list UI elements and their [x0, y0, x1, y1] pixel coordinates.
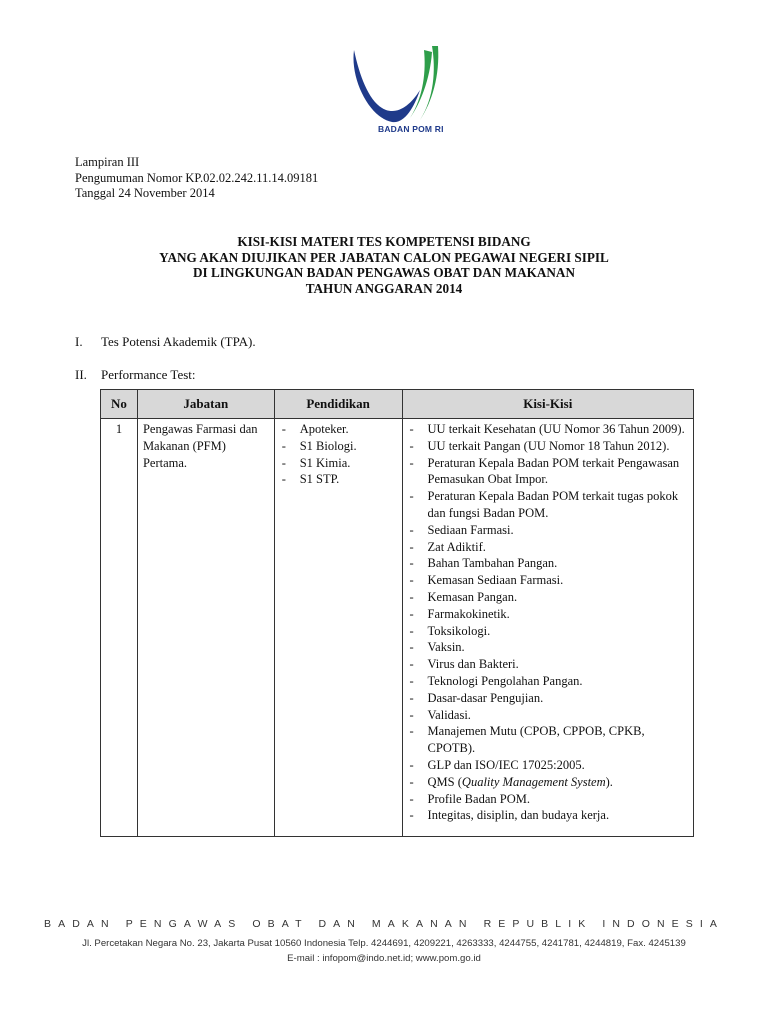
list-item: - UU terkait Pangan (UU Nomor 18 Tahun 2012).: [408, 438, 688, 455]
kisi-kisi-table: [100, 389, 694, 837]
table-row: [101, 419, 694, 837]
pendidikan-list: [280, 421, 397, 488]
list-item-qms: [408, 774, 688, 791]
header-jabatan: Jabatan: [137, 390, 274, 419]
footer-organization: BADAN PENGAWAS OBAT DAN MAKANAN REPUBLIK INDONESIA: [44, 918, 724, 930]
header-no: No: [101, 390, 138, 419]
list-item: - Toksikologi.: [408, 623, 688, 640]
pengumuman-number: Pengumuman Nomor KP.02.02.242.11.14.09181: [75, 170, 319, 185]
footer-address: Jl. Percetakan Negara No. 23, Jakarta Pusat 10560 Indonesia Telp. 4244691, 4209221, 4263333, 4244755, 4241781, 4244819, Fax. 4245139: [82, 938, 686, 949]
kisi-kisi-list: [408, 421, 688, 824]
logo-swoosh-icon: [340, 40, 450, 130]
list-item: - Dasar-dasar Pengujian.: [408, 690, 688, 707]
list-item: - Validasi.: [408, 707, 688, 724]
list-item: - Sediaan Farmasi.: [408, 522, 688, 539]
title-line-4: TAHUN ANGGARAN 2014: [305, 280, 463, 296]
title-line-1: KISI-KISI MATERI TES KOMPETENSI BIDANG: [237, 234, 531, 249]
footer-email: E-mail : infopom@indo.net.id; www.pom.go.id: [287, 953, 481, 964]
list-item: - Farmakokinetik.: [408, 606, 688, 623]
list-item: - Kemasan Pangan.: [408, 589, 688, 606]
list-item: - Peraturan Kepala Badan POM terkait Pengawasan Pemasukan Obat Impor.: [408, 455, 688, 489]
list-item: - S1 Biologi.: [280, 438, 397, 455]
list-item: - UU terkait Kesehatan (UU Nomor 36 Tahun 2009).: [408, 421, 688, 438]
list-item: - S1 Kimia.: [280, 455, 397, 472]
table-header-row: [101, 390, 694, 419]
document-title: [75, 234, 693, 296]
section-number: I.: [75, 334, 83, 349]
list-item: - Integitas, disiplin, dan budaya kerja.: [408, 807, 688, 824]
list-item: - Manajemen Mutu (CPOB, CPPOB, CPKB, CPOTB).: [408, 723, 688, 757]
section-number: II.: [75, 367, 87, 382]
list-item: - Peraturan Kepala Badan POM terkait tugas pokok dan fungsi Badan POM.: [408, 488, 688, 522]
header-kisi-kisi: Kisi-Kisi: [402, 390, 693, 419]
list-item: - Virus dan Bakteri.: [408, 656, 688, 673]
list-item: - S1 STP.: [280, 471, 397, 488]
qms-suffix: ).: [605, 774, 613, 789]
title-line-2: YANG AKAN DIUJIKAN PER JABATAN CALON PEGAWAI NEGERI SIPIL: [159, 249, 609, 265]
list-item: - Vaksin.: [408, 639, 688, 656]
qms-italic: Quality Management System: [461, 774, 606, 789]
row-jabatan: Pengawas Farmasi dan Makanan (PFM) Pertama.: [137, 419, 274, 837]
list-item: - Bahan Tambahan Pangan.: [408, 555, 688, 572]
section-performance-test: [75, 367, 196, 383]
lampiran-label: Lampiran III: [75, 155, 140, 169]
row-pendidikan: [274, 419, 402, 837]
list-item: - Profile Badan POM.: [408, 791, 688, 808]
section-text: Tes Potensi Akademik (TPA).: [101, 334, 256, 349]
section-text: Performance Test:: [101, 367, 196, 382]
section-tpa: [75, 334, 256, 350]
list-item: - GLP dan ISO/IEC 17025:2005.: [408, 757, 688, 774]
logo-text: BADAN POM RI: [378, 124, 444, 134]
list-item: - Kemasan Sediaan Farmasi.: [408, 572, 688, 589]
document-meta: [75, 155, 318, 202]
list-item: - Apoteker.: [280, 421, 397, 438]
list-item: - Zat Adiktif.: [408, 539, 688, 556]
list-item: - Teknologi Pengolahan Pangan.: [408, 673, 688, 690]
tanggal-date: Tanggal 24 November 2014: [75, 186, 215, 200]
title-line-3: DI LINGKUNGAN BADAN PENGAWAS OBAT DAN MAKANAN: [193, 265, 575, 280]
qms-prefix: QMS (: [427, 774, 462, 789]
row-kisi-kisi: [402, 419, 693, 837]
row-no: 1: [101, 419, 138, 837]
header-pendidikan: Pendidikan: [274, 390, 402, 419]
